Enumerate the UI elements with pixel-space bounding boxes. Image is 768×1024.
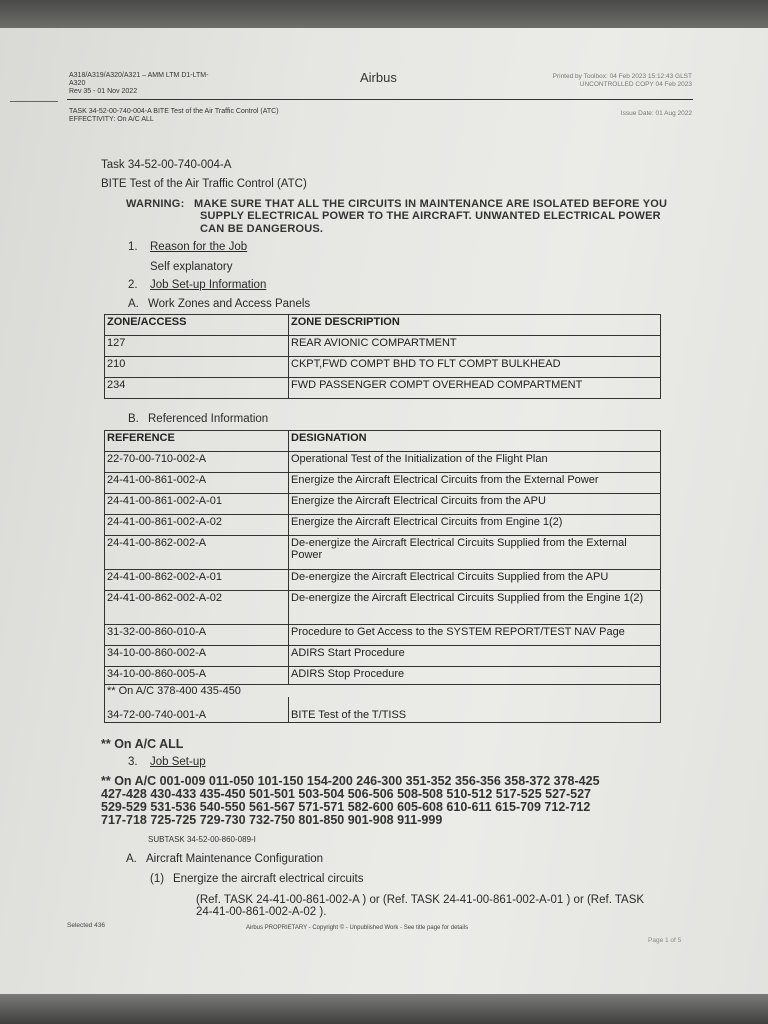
reference-cell: 22-70-00-710-002-A (105, 452, 289, 473)
effectivity-row (105, 685, 661, 698)
zones-header-description: ZONE DESCRIPTION (289, 315, 661, 336)
zone-description-cell: FWD PASSENGER COMPT OVERHEAD COMPARTMENT (289, 378, 661, 399)
effectivity-list-line-4: 717-718 725-725 729-730 732-750 801-850 901-908 911-999 (101, 813, 443, 827)
designation-cell: Energize the Aircraft Electrical Circuits from Engine 1(2) (289, 515, 661, 536)
designation-cell: ADIRS Stop Procedure (289, 667, 661, 685)
warning-line-1: MAKE SURE THAT ALL THE CIRCUITS IN MAINTENANCE ARE ISOLATED BEFORE YOU (194, 198, 668, 210)
photo-background-top (0, 0, 768, 28)
reference-cell: 24-41-00-861-002-A (105, 473, 289, 494)
uncontrolled-copy: UNCONTROLLED COPY 04 Feb 2023 (579, 81, 692, 88)
section-3-title: Job Set-up (150, 756, 206, 768)
section-3-number: 3. (128, 756, 138, 768)
section-2-number: 2. (128, 279, 138, 291)
printed-by: Printed by Toolbox: 04 Feb 2023 15:12:43 GLST (552, 73, 692, 80)
table-row (105, 336, 661, 357)
step-1-title: Energize the aircraft electrical circuits (173, 873, 364, 885)
references-table (104, 430, 661, 723)
sub-a2-number: A. (126, 853, 137, 865)
doc-id-line1: A318/A319/A320/A321 – AMM LTM D1-LTM- (69, 72, 209, 79)
sub-a-number: A. (128, 298, 139, 310)
sub-a2-title: Aircraft Maintenance Configuration (146, 853, 324, 865)
section-2-title: Job Set-up Information (150, 279, 267, 291)
designation-cell: Energize the Aircraft Electrical Circuits from the APU (289, 494, 661, 515)
warning-line-2: SUPPLY ELECTRICAL POWER TO THE AIRCRAFT. UNWANTED ELECTRICAL POWER (200, 210, 661, 222)
designation-cell: Operational Test of the Initialization of the Flight Plan (289, 452, 661, 473)
reference-cell: 34-72-00-740-001-A (105, 697, 289, 722)
sub-b-title: Referenced Information (148, 413, 269, 425)
step-1-number: (1) (150, 873, 165, 885)
doc-id-line2: A320 (69, 80, 86, 87)
reference-cell: 24-41-00-861-002-A-01 (105, 494, 289, 515)
zone-description-cell: REAR AVIONIC COMPARTMENT (289, 336, 661, 357)
designation-cell: ADIRS Start Procedure (289, 646, 661, 667)
step-1-ref-line-1: (Ref. TASK 24-41-00-861-002-A ) or (Ref. TASK 24-41-00-861-002-A-01 ) or (Ref. TASK (196, 894, 645, 906)
reference-cell: 31-32-00-860-010-A (105, 625, 289, 646)
warning-label: WARNING: (126, 198, 185, 210)
footer-proprietary: Airbus PROPRIETARY - Copyright © - Unpublished Work - See title page for details (246, 925, 469, 931)
table-row (105, 625, 661, 646)
task-title: BITE Test of the Air Traffic Control (ATC) (101, 178, 307, 190)
section-1-body: Self explanatory (150, 261, 233, 273)
on-ac-all: ** On A/C ALL (101, 737, 184, 751)
table-row (105, 646, 661, 667)
footer-page-number: Page 1 of 5 (648, 937, 682, 944)
margin-mark (10, 101, 58, 102)
reference-cell: 24-41-00-862-002-A-01 (105, 570, 289, 591)
designation-cell: De-energize the Aircraft Electrical Circuits Supplied from the External Power (289, 536, 661, 570)
designation-cell: BITE Test of the T/TISS (289, 697, 661, 722)
designation-cell: Energize the Aircraft Electrical Circuits from the External Power (289, 473, 661, 494)
effectivity-list-line-2: 427-428 430-433 435-450 501-501 503-504 506-506 508-508 510-512 517-525 527-527 (101, 787, 591, 801)
zones-header-row (105, 315, 661, 336)
sub-b-number: B. (128, 413, 139, 425)
doc-revision: Rev 35 - 01 Nov 2022 (69, 88, 138, 95)
reference-cell: 34-10-00-860-002-A (105, 646, 289, 667)
references-header-row (105, 431, 661, 452)
zones-header-zone: ZONE/ACCESS (105, 315, 289, 336)
table-row (105, 494, 661, 515)
table-row (105, 378, 661, 399)
effectivity: EFFECTIVITY: On A/C ALL (69, 116, 154, 123)
header-rule (67, 99, 693, 100)
subtask-id: SUBTASK 34-52-00-860-089-I (148, 835, 256, 844)
reference-cell: 24-41-00-862-002-A (105, 536, 289, 570)
issue-date: Issue Date: 01 Aug 2022 (620, 110, 692, 117)
effectivity-list-line-1: ** On A/C 001-009 011-050 101-150 154-200 246-300 351-352 356-356 358-372 378-425 (101, 774, 600, 788)
table-row (105, 515, 661, 536)
step-1-ref-line-2: 24-41-00-861-002-A-02 ). (196, 906, 327, 918)
task-number: Task 34-52-00-740-004-A (101, 159, 232, 171)
table-row (105, 697, 661, 722)
reference-cell: 24-41-00-862-002-A-02 (105, 591, 289, 625)
header-title: Airbus (360, 70, 397, 85)
document-page (0, 28, 768, 994)
reference-cell: 34-10-00-860-005-A (105, 667, 289, 685)
section-1-number: 1. (128, 241, 138, 253)
reference-cell: 24-41-00-861-002-A-02 (105, 515, 289, 536)
designation-cell: De-energize the Aircraft Electrical Circuits Supplied from the Engine 1(2) (289, 591, 661, 625)
effectivity-row-cell: ** On A/C 378-400 435-450 (105, 685, 661, 698)
table-row (105, 570, 661, 591)
table-row (105, 667, 661, 685)
table-row (105, 591, 661, 625)
references-header-designation: DESIGNATION (289, 431, 661, 452)
section-1-title: Reason for the Job (150, 241, 248, 253)
zones-table (104, 314, 661, 399)
table-row (105, 536, 661, 570)
table-row (105, 357, 661, 378)
designation-cell: De-energize the Aircraft Electrical Circuits Supplied from the APU (289, 570, 661, 591)
zone-cell: 234 (105, 378, 289, 399)
references-header-reference: REFERENCE (105, 431, 289, 452)
task-reference: TASK 34-52-00-740-004-A BITE Test of the Air Traffic Control (ATC) (69, 108, 279, 115)
table-row (105, 473, 661, 494)
sub-a-title: Work Zones and Access Panels (148, 298, 311, 310)
photo-background-bottom (0, 994, 768, 1024)
table-row (105, 452, 661, 473)
zone-description-cell: CKPT,FWD COMPT BHD TO FLT COMPT BULKHEAD (289, 357, 661, 378)
effectivity-list-line-3: 529-529 531-536 540-550 561-567 571-571 582-600 605-608 610-611 615-709 712-712 (101, 800, 591, 814)
footer-selected: Selected 436 (67, 922, 105, 929)
warning-line-3: CAN BE DANGEROUS. (200, 223, 324, 235)
designation-cell: Procedure to Get Access to the SYSTEM REPORT/TEST NAV Page (289, 625, 661, 646)
zone-cell: 127 (105, 336, 289, 357)
zone-cell: 210 (105, 357, 289, 378)
